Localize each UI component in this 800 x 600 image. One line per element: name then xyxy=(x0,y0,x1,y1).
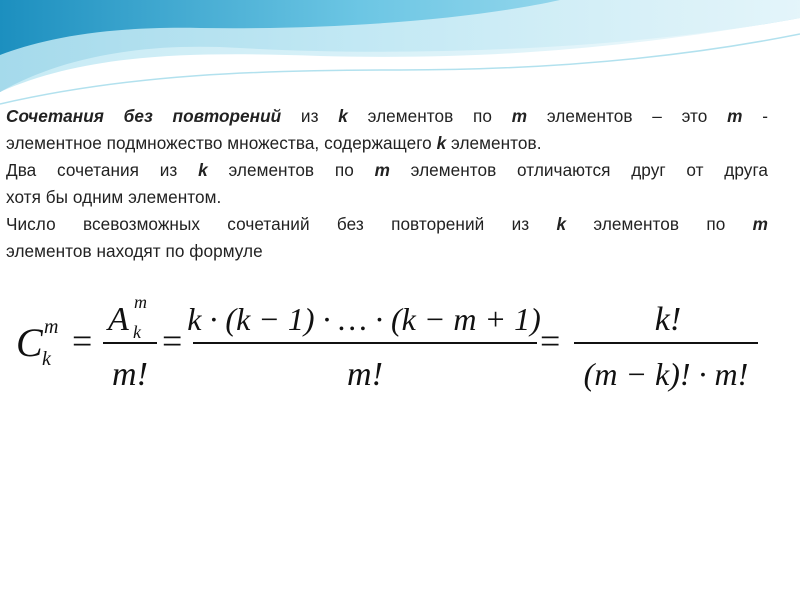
numerator-3: k! xyxy=(654,301,682,338)
denominator-1: m! xyxy=(112,356,148,393)
equals-1: = xyxy=(72,321,93,361)
header-wave-banner xyxy=(0,0,800,110)
formula-C-sub-k: k xyxy=(42,348,51,370)
formula-A-sub-k: k xyxy=(133,322,141,342)
formula-C: C xyxy=(16,320,43,365)
formula-A: A xyxy=(108,301,129,338)
paragraph-1-line-2: элементное подмножество множества, содержащего k элементов. xyxy=(6,133,542,153)
equals-3: = xyxy=(540,321,561,361)
formula-A-sup-m: m xyxy=(134,292,147,312)
equals-2: = xyxy=(162,321,183,361)
paragraph-2-line-1: Два сочетания из k элементов по m элементов отличаются друг от друга xyxy=(6,160,768,180)
paragraph-2-line-2: хотя бы одним элементом. xyxy=(6,187,222,207)
paragraph-3-line-2: элементов находят по формуле xyxy=(6,241,263,261)
denominator-2: m! xyxy=(347,356,383,393)
numerator-2: k · (k − 1) · … · (k − m + 1) xyxy=(187,301,541,337)
combination-formula xyxy=(0,290,800,400)
formula-C-sup-m: m xyxy=(44,316,59,338)
paragraph-3-line-1: Число всевозможных сочетаний без повторений из k элементов по m xyxy=(6,214,768,234)
term-combinations: Сочетания без повторений xyxy=(6,106,282,126)
paragraph-1-line-1: Сочетания без повторений из k элементов по m элементов – это m - xyxy=(6,106,769,126)
definition-text xyxy=(6,103,768,265)
denominator-3: (m − k)! · m! xyxy=(583,356,749,392)
